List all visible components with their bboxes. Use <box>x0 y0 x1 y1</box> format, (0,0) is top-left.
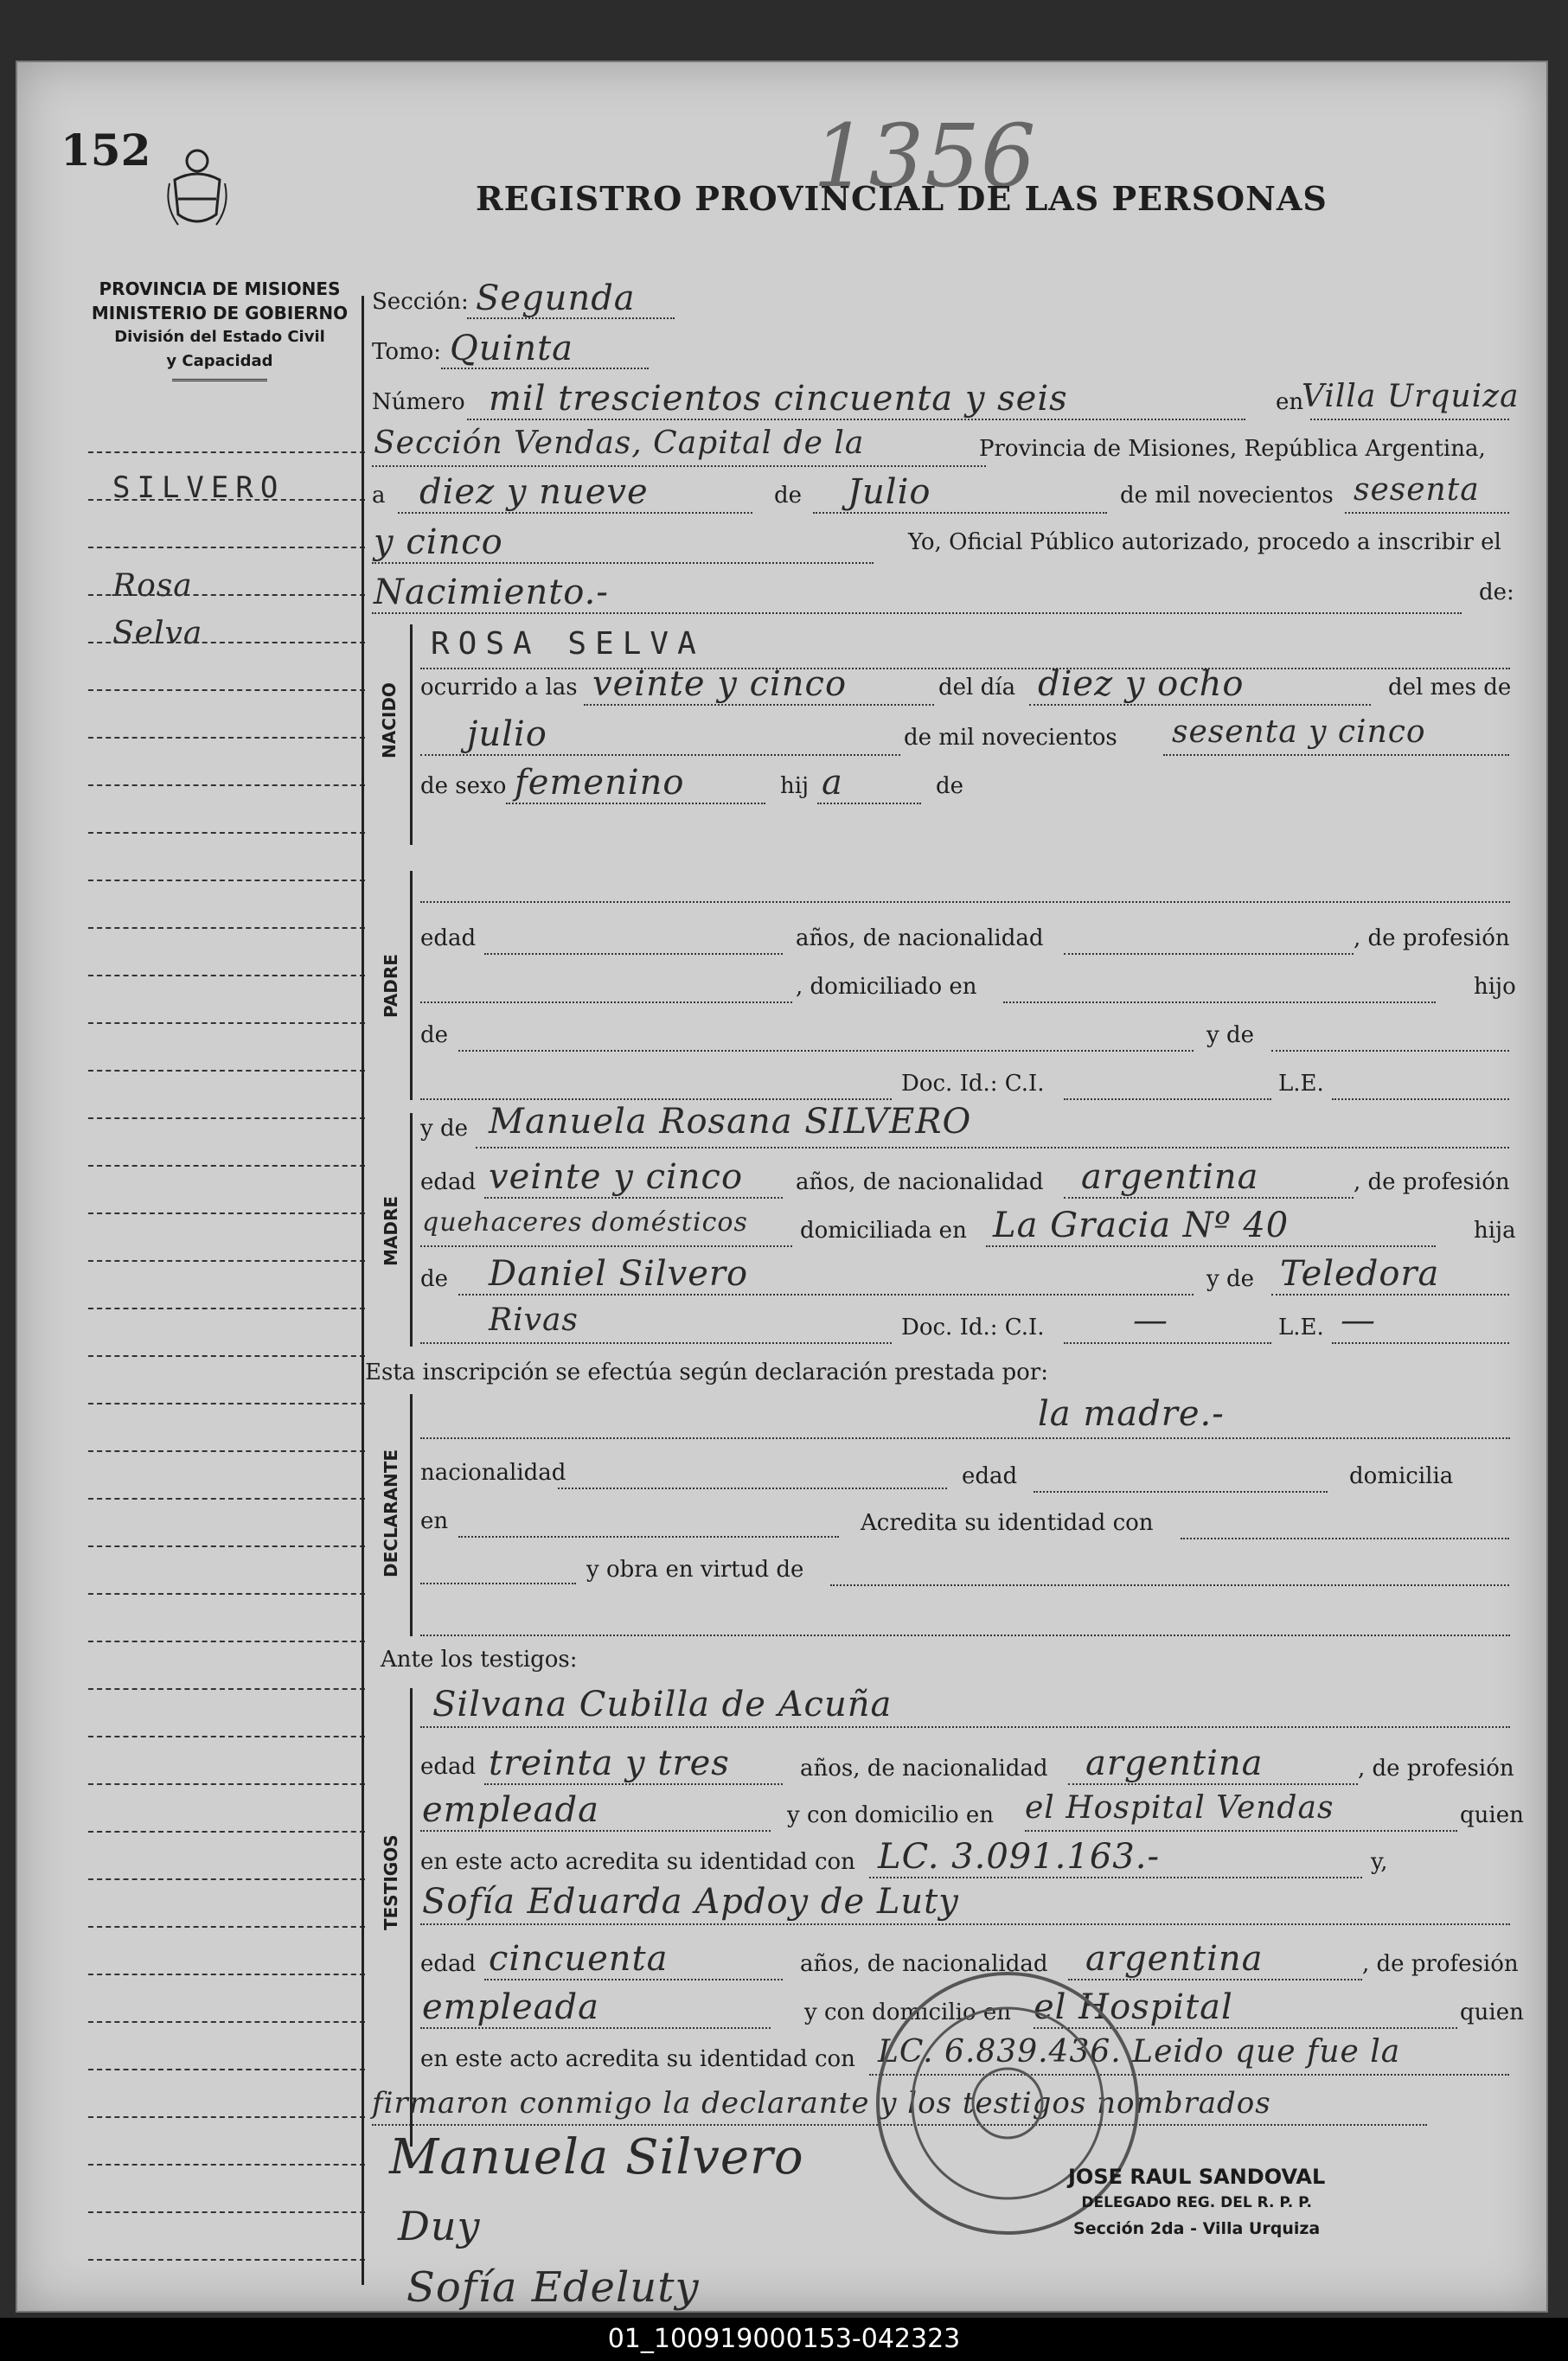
declarante-acredita-label: Acredita su identidad con <box>861 1510 1154 1536</box>
t2-dom: el Hospital <box>1034 1987 1233 2027</box>
t2-prof: empleada <box>422 1987 599 2027</box>
page-number: 152 <box>61 125 151 176</box>
hij-suffix: a <box>822 763 843 803</box>
anio-value: sesenta <box>1354 472 1480 508</box>
madre-bar <box>410 1113 413 1347</box>
margin-surname: SILVERO <box>112 470 285 505</box>
madre-ci: — <box>1133 1301 1168 1340</box>
handwritten-number: 1356 <box>813 106 1037 207</box>
madre-hija-label: hija <box>1474 1218 1516 1244</box>
t2-prof-label: , de profesión <box>1362 1951 1519 1977</box>
madre-yde2-label: y de <box>1206 1266 1254 1292</box>
declarante-domicilia-label: domicilia <box>1349 1463 1454 1489</box>
agency-line: y Capacidad <box>166 352 273 370</box>
madre-dom-label: domiciliada en <box>800 1218 967 1244</box>
officer-stamp <box>1068 2164 1325 2242</box>
a-label: a <box>372 483 386 509</box>
officer-title: DELEGADO REG. DEL R. P. P. <box>1081 2194 1312 2211</box>
declaracion-label: Esta inscripción se efectúa según declaración prestada por: <box>365 1360 1048 1385</box>
declarante-bar <box>410 1394 413 1636</box>
madre-padre: Daniel Silvero <box>489 1254 749 1294</box>
nombre-value: ROSA SELVA <box>431 626 705 662</box>
madre-nac-label: años, de nacionalidad <box>796 1169 1044 1195</box>
t2-nac: argentina <box>1085 1939 1264 1979</box>
declarante-en-label: en <box>420 1508 449 1534</box>
mes-nac-value: julio <box>467 714 547 754</box>
madre-de-label: de <box>420 1266 449 1292</box>
hij-label: hij <box>780 773 810 799</box>
t1-prof-label: , de profesión <box>1358 1756 1514 1782</box>
padre-dom-label: , domiciliado en <box>796 974 977 1000</box>
sexo-value: femenino <box>515 763 685 803</box>
declarante-edad-label: edad <box>962 1463 1018 1489</box>
en-label: en <box>1276 389 1304 415</box>
t1-doc: LC. 3.091.163.- <box>878 1837 1160 1877</box>
padre-nac-label: años, de nacionalidad <box>796 925 1044 951</box>
tomo-label: Tomo: <box>372 339 442 365</box>
margin-name2: Selva <box>112 616 203 651</box>
mes-value: Julio <box>848 472 931 512</box>
t1-acredita-label: en este acto acredita su identidad con <box>420 1849 855 1875</box>
madre-le-label: L.E. <box>1278 1315 1324 1340</box>
sexo-label: de sexo <box>420 773 507 799</box>
madre-dom: La Gracia Nº 40 <box>993 1206 1290 1245</box>
testigos-bar <box>410 1688 413 2147</box>
agency-block <box>69 277 370 381</box>
madre-edad: veinte y cinco <box>489 1157 744 1197</box>
yo-label: Yo, Oficial Público autorizado, procedo a inscribir el <box>908 529 1501 555</box>
padre-edad-label: edad <box>420 925 477 951</box>
madre-label: MADRE <box>381 1195 401 1266</box>
madre-nac: argentina <box>1081 1157 1259 1197</box>
de-mil-nov-label: de mil novecientos <box>904 725 1117 751</box>
main-rule <box>362 296 364 2285</box>
t2-edad-label: edad <box>420 1951 477 1977</box>
agency-line: PROVINCIA DE MISIONES <box>99 278 341 299</box>
agency-line: División del Estado Civil <box>114 328 325 346</box>
officer-name: JOSE RAUL SANDOVAL <box>1068 2165 1326 2189</box>
testigos-label: TESTIGOS <box>381 1834 401 1930</box>
anio-nac-value: sesenta y cinco <box>1172 714 1426 750</box>
madre-le: — <box>1341 1301 1376 1340</box>
padre-bar <box>410 871 413 1100</box>
t1-dom-label: y con domicilio en <box>787 1802 995 1828</box>
madre-prof-label: , de profesión <box>1354 1169 1510 1195</box>
madre-yde-label: y de <box>420 1116 468 1142</box>
t1-edad: treinta y tres <box>489 1744 730 1783</box>
padre-hijo-label: hijo <box>1474 974 1516 1000</box>
en-value-2: Sección Vendas, Capital de la <box>374 425 865 461</box>
testigo1-nombre: Silvana Cubilla de Acuña <box>432 1685 893 1724</box>
padre-le-label: L.E. <box>1278 1071 1324 1097</box>
ante-label: Ante los testigos: <box>381 1647 578 1673</box>
madre-madre: Teledora <box>1280 1254 1440 1294</box>
madre-nombre: Manuela Rosana SILVERO <box>489 1102 972 1142</box>
dia-value: diez y nueve <box>419 472 649 512</box>
t2-acredita-label: en este acto acredita su identidad con <box>420 2046 855 2072</box>
de-label: de <box>774 483 803 509</box>
dia-nac-value: diez y ocho <box>1038 664 1245 704</box>
en-value: Villa Urquiza <box>1302 379 1520 414</box>
t1-y-label: y, <box>1371 1849 1388 1875</box>
padre-yde-label: y de <box>1206 1022 1254 1048</box>
madre-edad-label: edad <box>420 1169 477 1195</box>
declarante-label: DECLARANTE <box>381 1449 401 1577</box>
seccion-value: Segunda <box>476 278 636 318</box>
t2-quien-label: quien <box>1460 1999 1524 2025</box>
madre-madre-2: Rivas <box>489 1302 579 1338</box>
t1-nac: argentina <box>1085 1744 1264 1783</box>
signature-witness-2: Sofía Edeluty <box>406 2263 700 2312</box>
t2-nac-label: años, de nacionalidad <box>800 1951 1048 1977</box>
image-id-footer: 01_100919000153-042323 <box>0 2318 1568 2361</box>
signature-witness: Duy <box>398 2203 481 2249</box>
de-mil-label: de mil novecientos <box>1120 483 1334 509</box>
declarante-nac-label: nacionalidad <box>420 1460 566 1486</box>
agency-line: MINISTERIO DE GOBIERNO <box>91 303 349 323</box>
registry-page <box>16 61 1548 2313</box>
testigo2-nombre: Sofía Eduarda Apdoy de Luty <box>422 1882 959 1922</box>
padre-label: PADRE <box>381 954 401 1018</box>
acto-value: Nacimiento.- <box>374 573 609 612</box>
agency-divider <box>172 379 267 381</box>
signature-mother: Manuela Silvero <box>389 2129 804 2185</box>
t1-nac-label: años, de nacionalidad <box>800 1756 1048 1782</box>
del-mes-label: del mes de <box>1388 675 1512 701</box>
t1-prof: empleada <box>422 1790 599 1830</box>
officer-office: Sección 2da - Villa Urquiza <box>1073 2219 1321 2238</box>
declarante-obra-label: y obra en virtud de <box>586 1557 804 1583</box>
coat-of-arms-icon <box>163 145 232 232</box>
del-dia-label: del día <box>938 675 1016 701</box>
tomo-value: Quinta <box>450 329 574 368</box>
numero-value: mil trescientos cincuenta y seis <box>489 379 1068 419</box>
hora-value: veinte y cinco <box>592 664 848 704</box>
madre-doc-label: Doc. Id.: C.I. <box>901 1315 1045 1340</box>
provincia-label: Provincia de Misiones, República Argentina, <box>979 436 1486 462</box>
t2-doc: LC. 6.839.436. Leido que fue la <box>878 2034 1401 2070</box>
t2-dom-label: y con domicilio en <box>804 1999 1012 2025</box>
de-label-2: de <box>936 773 964 799</box>
t1-quien-label: quien <box>1460 1802 1524 1828</box>
declarante-value: la madre.- <box>1038 1394 1225 1434</box>
padre-prof-label: , de profesión <box>1354 925 1510 951</box>
t1-dom: el Hospital Vendas <box>1025 1790 1334 1826</box>
padre-de-label: de <box>420 1022 449 1048</box>
numero-label: Número <box>372 389 465 415</box>
madre-prof: quehaceres domésticos <box>422 1207 748 1238</box>
de-colon-label: de: <box>1479 579 1514 605</box>
ocurrido-label: ocurrido a las <box>420 675 578 701</box>
seccion-label: Sección: <box>372 289 469 315</box>
nacido-bar <box>410 624 413 845</box>
padre-doc-label: Doc. Id.: C.I. <box>901 1071 1045 1097</box>
margin-name1: Rosa <box>112 568 193 604</box>
t1-edad-label: edad <box>420 1754 477 1780</box>
anio-value-2: y cinco <box>374 522 503 562</box>
cierre-text: firmaron conmigo la declarante y los testigos nombrados <box>372 2086 1271 2121</box>
page-title: REGISTRO PROVINCIAL DE LAS PERSONAS <box>476 179 1328 218</box>
nacido-label: NACIDO <box>379 682 400 758</box>
t2-edad: cincuenta <box>489 1939 669 1979</box>
